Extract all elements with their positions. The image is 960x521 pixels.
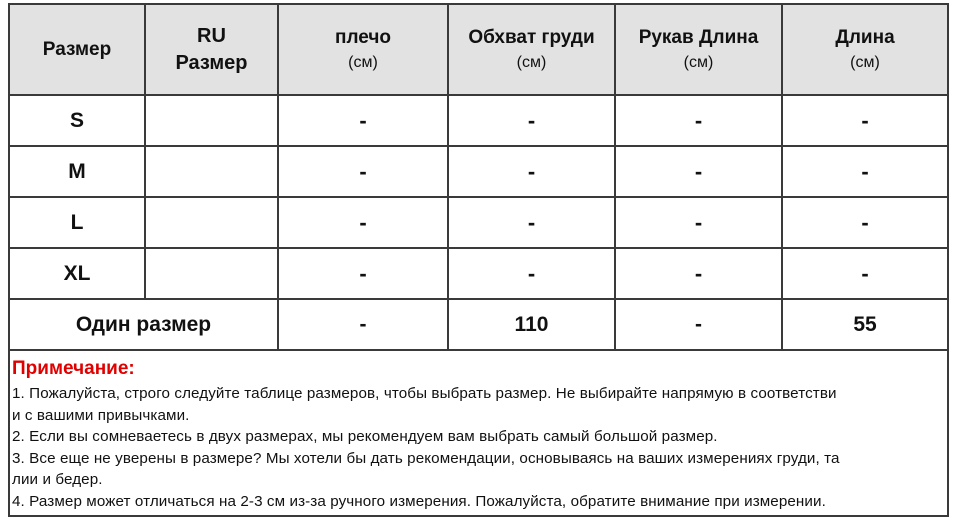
length-cell: - bbox=[782, 248, 947, 299]
note-line: 1. Пожалуйста, строго следуйте таблице размеров, чтобы выбрать размер. Не выбирайте напрямую в соответстви bbox=[12, 385, 837, 402]
length-cell: - bbox=[782, 197, 947, 248]
ru-size-cell bbox=[145, 146, 278, 197]
sleeve-cell: - bbox=[615, 95, 782, 146]
header-length: Длина (см) bbox=[782, 5, 947, 95]
header-chest: Обхват груди (см) bbox=[448, 5, 615, 95]
table-row bbox=[10, 146, 947, 197]
header-size: Размер bbox=[10, 5, 145, 95]
note-line: 2. Если вы сомневаетесь в двух размерах, мы рекомендуем вам выбрать самый большой размер. bbox=[12, 428, 718, 445]
ru-size-cell bbox=[145, 248, 278, 299]
header-ru-size: RU Размер bbox=[145, 5, 278, 95]
header-row bbox=[10, 5, 947, 95]
ru-size-cell bbox=[145, 95, 278, 146]
shoulder-cell: - bbox=[278, 146, 448, 197]
note-line: 3. Все еще не уверены в размере? Мы хотели бы дать рекомендации, основываясь на ваших измерениях груди, та bbox=[12, 449, 840, 467]
size-table bbox=[10, 5, 947, 351]
sleeve-cell: - bbox=[615, 248, 782, 299]
ru-size-cell bbox=[145, 197, 278, 248]
chest-cell: - bbox=[448, 248, 615, 299]
one-size-length: 55 bbox=[782, 299, 947, 350]
length-cell: - bbox=[782, 146, 947, 197]
sleeve-cell: - bbox=[615, 197, 782, 248]
size-cell: L bbox=[10, 197, 145, 248]
shoulder-cell: - bbox=[278, 248, 448, 299]
size-chart bbox=[8, 3, 949, 517]
table-row bbox=[10, 95, 947, 146]
notes-title: Примечание: bbox=[12, 358, 135, 379]
one-size-shoulder: - bbox=[278, 299, 448, 350]
note-line: 4. Размер может отличаться на 2-3 см из-за ручного измерения. Пожалуйста, обратите внимание при измерении. bbox=[12, 492, 826, 510]
table-row bbox=[10, 248, 947, 299]
length-cell: - bbox=[782, 95, 947, 146]
one-size-sleeve: - bbox=[615, 299, 782, 350]
shoulder-cell: - bbox=[278, 197, 448, 248]
chest-cell: - bbox=[448, 197, 615, 248]
size-cell: M bbox=[10, 146, 145, 197]
notes-section bbox=[12, 353, 949, 512]
size-cell: S bbox=[10, 95, 145, 146]
one-size-chest: 110 bbox=[448, 299, 615, 350]
size-cell: XL bbox=[10, 248, 145, 299]
one-size-row bbox=[10, 299, 947, 350]
one-size-label: Один размер bbox=[10, 299, 278, 350]
shoulder-cell: - bbox=[278, 95, 448, 146]
chest-cell: - bbox=[448, 146, 615, 197]
note-line: и с вашими привычками. bbox=[12, 406, 190, 424]
sleeve-cell: - bbox=[615, 146, 782, 197]
table-row bbox=[10, 197, 947, 248]
header-shoulder: плечо (см) bbox=[278, 5, 448, 95]
chest-cell: - bbox=[448, 95, 615, 146]
note-line: лии и бедер. bbox=[12, 471, 103, 488]
header-sleeve: Рукав Длина (см) bbox=[615, 5, 782, 95]
